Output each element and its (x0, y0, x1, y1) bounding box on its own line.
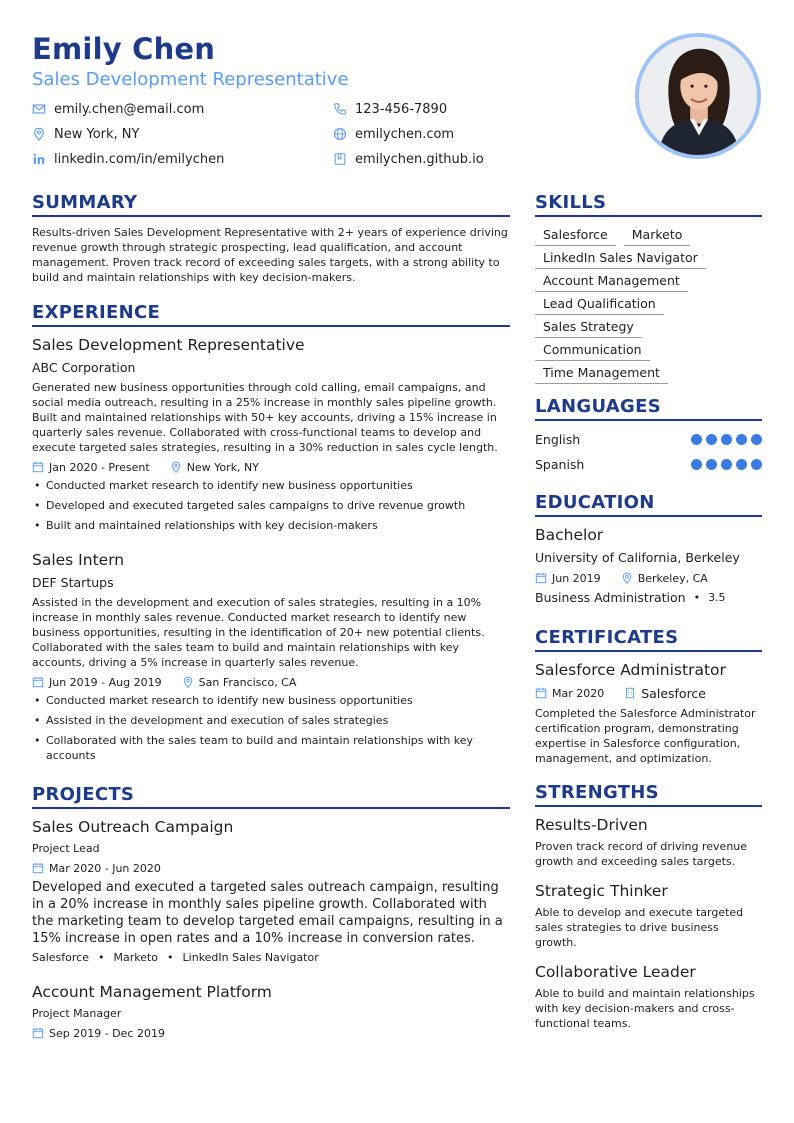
project-dates: Sep 2019 - Dec 2019 (49, 1026, 165, 1040)
education-field: Business Administration (535, 590, 686, 605)
skill-tag: LinkedIn Sales Navigator (535, 248, 706, 269)
list-item: • Assisted in the development and execution of sales strategies (32, 713, 510, 728)
candidate-role: Sales Development Representative (32, 69, 349, 90)
proficiency-dot (736, 434, 747, 445)
education-field-row (535, 590, 726, 605)
location-pin-icon (32, 127, 46, 141)
location-pin-icon (170, 461, 182, 473)
tool-tag: LinkedIn Sales Navigator (182, 951, 319, 964)
calendar-icon (32, 862, 44, 874)
list-item: • Conducted market research to identify new business opportunities (32, 693, 510, 708)
calendar-icon (32, 1027, 44, 1039)
project-role: Project Lead (32, 842, 100, 855)
proficiency-dot (751, 459, 762, 470)
proficiency-dot (721, 434, 732, 445)
job-title: Sales Intern (32, 551, 125, 569)
calendar-icon (535, 687, 547, 699)
proficiency-dot (721, 459, 732, 470)
education-school: University of California, Berkeley (535, 550, 740, 565)
project-meta (32, 1025, 165, 1041)
skill-tag: Sales Strategy (535, 317, 642, 338)
project-meta (32, 860, 161, 876)
section-projects-title: PROJECTS (32, 784, 510, 809)
language-row (535, 429, 762, 449)
certificate-issuer: Salesforce (641, 685, 706, 701)
skill-tag: Lead Qualification (535, 294, 664, 315)
contact-email-text: emily.chen@email.com (54, 101, 205, 117)
contact-website[interactable] (333, 125, 454, 143)
job-meta (32, 674, 296, 690)
project-title: Account Management Platform (32, 983, 272, 1001)
project-title: Sales Outreach Campaign (32, 818, 234, 836)
contact-github[interactable] (333, 150, 484, 168)
job-location: San Francisco, CA (198, 675, 297, 689)
location-pin-icon (621, 572, 633, 584)
list-item: • Developed and executed targeted sales campaigns to drive revenue growth (32, 498, 510, 513)
job-description: Generated new business opportunities through cold calling, email campaigns, and social media outreach, resulting in a 25% increase in monthly sales pipeline growth. Built and maintained relationships with 50+ key accounts, driving a 15% increase in quarterly sales revenue. Collaborated with cross-functional teams to develop and execute targeted sales strategies, resulting in a 30% reduction in sales cycle length. (32, 381, 498, 454)
proficiency-dot (736, 459, 747, 470)
section-strengths-title: STRENGTHS (535, 782, 762, 807)
globe-icon (333, 127, 347, 141)
separator-dot: • (693, 591, 701, 604)
certificate-name: Salesforce Administrator (535, 661, 726, 679)
education-gpa: 3.5 (708, 591, 726, 604)
summary-text: Results-driven Sales Development Representative with 2+ years of experience driving revenue growth through strategic prospecting, lead qualification, and account management. Proven track record of exceeding sales targets, with a strong ability to build and maintain relationships with key decision-makers. (32, 226, 508, 284)
section-education-title: EDUCATION (535, 492, 762, 517)
language-name: English (535, 431, 581, 447)
contact-location (32, 125, 139, 143)
section-certificates-title: CERTIFICATES (535, 627, 762, 652)
email-icon (32, 102, 46, 116)
calendar-icon (32, 461, 44, 473)
certificate-meta (535, 685, 706, 701)
job-title: Sales Development Representative (32, 336, 305, 354)
job-company: DEF Startups (32, 575, 114, 590)
list-item: • Built and maintained relationships with key decision-makers (32, 518, 510, 533)
candidate-name: Emily Chen (32, 32, 216, 66)
project-tools: Salesforce • Marketo • LinkedIn Sales Navigator (32, 951, 319, 964)
skill-tag: Account Management (535, 271, 688, 292)
skill-tag: Communication (535, 340, 650, 361)
strength-title: Collaborative Leader (535, 963, 696, 981)
job-company: ABC Corporation (32, 360, 136, 375)
proficiency-dot (751, 434, 762, 445)
strength-text: Able to develop and execute targeted sales strategies to drive business growth. (535, 906, 744, 949)
tool-tag: Marketo (113, 951, 159, 964)
contact-github-text: emilychen.github.io (355, 151, 484, 167)
contact-linkedin-text: linkedin.com/in/emilychen (54, 151, 225, 167)
project-role: Project Manager (32, 1007, 122, 1020)
strength-title: Strategic Thinker (535, 882, 668, 900)
building-icon (624, 687, 636, 699)
section-experience-title: EXPERIENCE (32, 302, 510, 327)
language-level-dots (687, 459, 762, 470)
education-meta (535, 570, 708, 586)
strength-text: Proven track record of driving revenue growth and exceeding sales targets. (535, 840, 748, 868)
contact-linkedin[interactable] (32, 150, 224, 168)
education-degree: Bachelor (535, 526, 604, 544)
job-bullets (32, 478, 510, 538)
section-languages-title: LANGUAGES (535, 396, 762, 421)
tool-tag: Salesforce (32, 951, 89, 964)
project-description: Developed and executed a targeted sales outreach campaign, resulting in a 20% increase in monthly sales pipeline growth. Collaborated with the marketing team to develop targeted email campaigns, resulting in a 15% increase in open rates and a 10% increase in conversion rates. (32, 880, 503, 946)
education-date: Jun 2019 (552, 571, 601, 585)
avatar-portrait-image (639, 37, 757, 155)
strength-title: Results-Driven (535, 816, 648, 834)
job-description: Assisted in the development and execution of sales strategies, resulting in a 10% increase in monthly sales revenue. Conducted market research to identify new business opportunities, resulting in the identification of 20+ new potential clients. Collaborated with the sales team to build and maintain relationships with key accounts, driving a 5% increase in quarterly sales revenue. (32, 596, 485, 669)
strength-text: Able to build and maintain relationships with key decision-makers and cross-functional teams. (535, 987, 755, 1030)
calendar-icon (32, 676, 44, 688)
language-row (535, 454, 762, 474)
certificate-date: Mar 2020 (552, 686, 605, 700)
skills-list (535, 225, 762, 386)
proficiency-dot (706, 434, 717, 445)
language-name: Spanish (535, 456, 585, 472)
list-item: • Collaborated with the sales team to build and maintain relationships with key accounts (32, 733, 510, 763)
calendar-icon (535, 572, 547, 584)
certificate-description: Completed the Salesforce Administrator certification program, demonstrating expertise in Salesforce configuration, management, and optimization. (535, 707, 756, 765)
section-summary-title: SUMMARY (32, 192, 510, 217)
contact-location-text: New York, NY (54, 126, 140, 142)
contact-website-text: emilychen.com (355, 126, 455, 142)
job-dates: Jun 2019 - Aug 2019 (49, 675, 162, 689)
linkedin-icon (32, 152, 46, 166)
skill-tag: Time Management (535, 363, 668, 384)
proficiency-dot (706, 459, 717, 470)
profile-photo (635, 33, 761, 159)
job-bullets (32, 693, 510, 768)
section-skills-title: SKILLS (535, 192, 762, 217)
language-level-dots (687, 434, 762, 445)
job-meta (32, 459, 259, 475)
location-pin-icon (182, 676, 194, 688)
job-location: New York, NY (186, 460, 259, 474)
project-dates: Mar 2020 - Jun 2020 (49, 861, 161, 875)
education-location: Berkeley, CA (637, 571, 708, 585)
job-dates: Jan 2020 - Present (49, 460, 150, 474)
proficiency-dot (691, 459, 702, 470)
proficiency-dot (691, 434, 702, 445)
contact-email[interactable] (32, 100, 204, 118)
contact-phone[interactable] (333, 100, 447, 118)
languages-list (535, 429, 762, 474)
bookmark-icon (333, 152, 347, 166)
contact-phone-text: 123-456-7890 (355, 101, 448, 117)
skill-tag: Marketo (624, 225, 691, 246)
list-item: • Conducted market research to identify new business opportunities (32, 478, 510, 493)
skill-tag: Salesforce (535, 225, 616, 246)
phone-icon (333, 102, 347, 116)
